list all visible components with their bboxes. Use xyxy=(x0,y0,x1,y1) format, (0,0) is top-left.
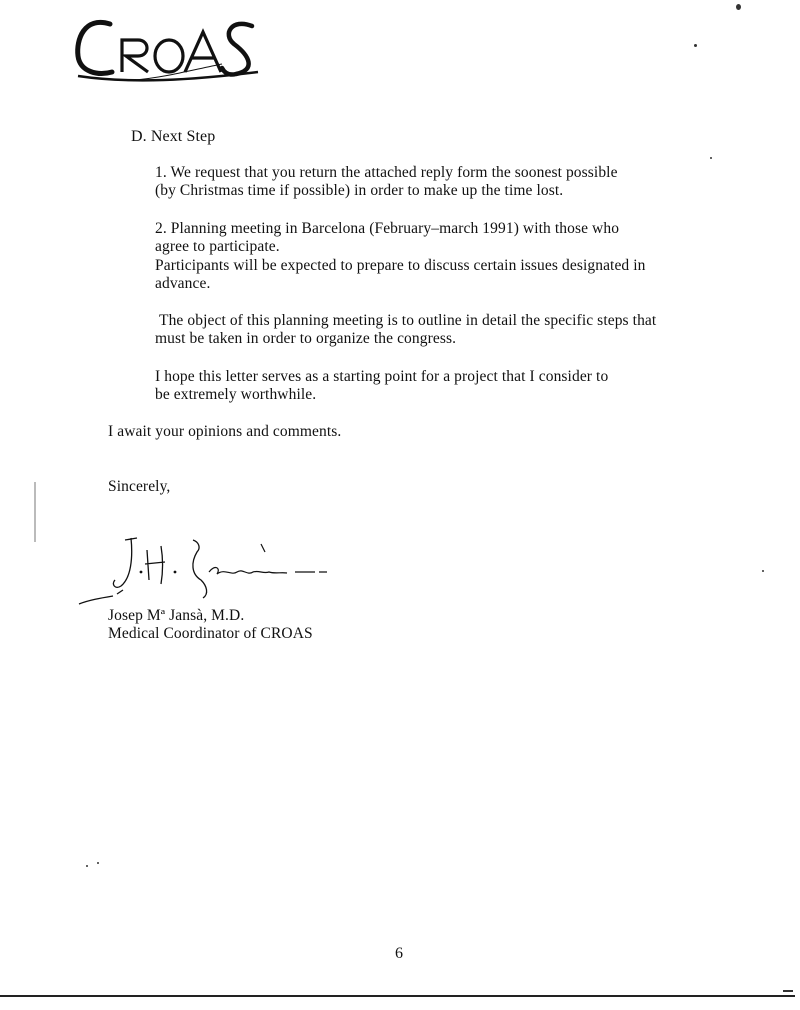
section-heading: D. Next Step xyxy=(131,128,216,145)
item-4-line-1: I hope this letter serves as a starting point for a project that I consider to xyxy=(155,368,609,385)
scan-speck xyxy=(86,865,88,867)
scan-speck xyxy=(710,157,712,159)
scan-speck xyxy=(694,44,697,47)
item-3-line-1: The object of this planning meeting is to outline in detail the specific steps that xyxy=(159,312,657,329)
scan-speck xyxy=(783,990,793,992)
item-2-line-1: 2. Planning meeting in Barcelona (February–march 1991) with those who xyxy=(155,220,620,237)
page-number: 6 xyxy=(395,945,404,962)
scan-speck xyxy=(762,570,764,572)
bottom-rule xyxy=(0,995,795,997)
closing-salutation: Sincerely, xyxy=(108,478,171,495)
scan-margin-mark xyxy=(34,482,36,542)
item-2-line-2: agree to participate. xyxy=(155,238,280,255)
signature xyxy=(75,528,335,610)
await-line: I await your opinions and comments. xyxy=(108,423,342,440)
scan-speck xyxy=(736,4,741,10)
item-2-line-3: Participants will be expected to prepare to discuss certain issues designated in xyxy=(155,257,646,274)
croas-logo xyxy=(72,10,262,88)
item-1-line-1: 1. We request that you return the attached reply form the soonest possible xyxy=(155,164,618,181)
signatory-name: Josep Mª Jansà, M.D. xyxy=(108,607,245,624)
signatory-title: Medical Coordinator of CROAS xyxy=(108,625,313,642)
item-4-line-2: be extremely worthwhile. xyxy=(155,386,317,403)
item-3-line-2: must be taken in order to organize the congress. xyxy=(155,330,457,347)
item-1-line-2: (by Christmas time if possible) in order to make up the time lost. xyxy=(155,182,564,199)
scan-speck xyxy=(97,862,99,864)
item-2-line-4: advance. xyxy=(155,275,211,292)
